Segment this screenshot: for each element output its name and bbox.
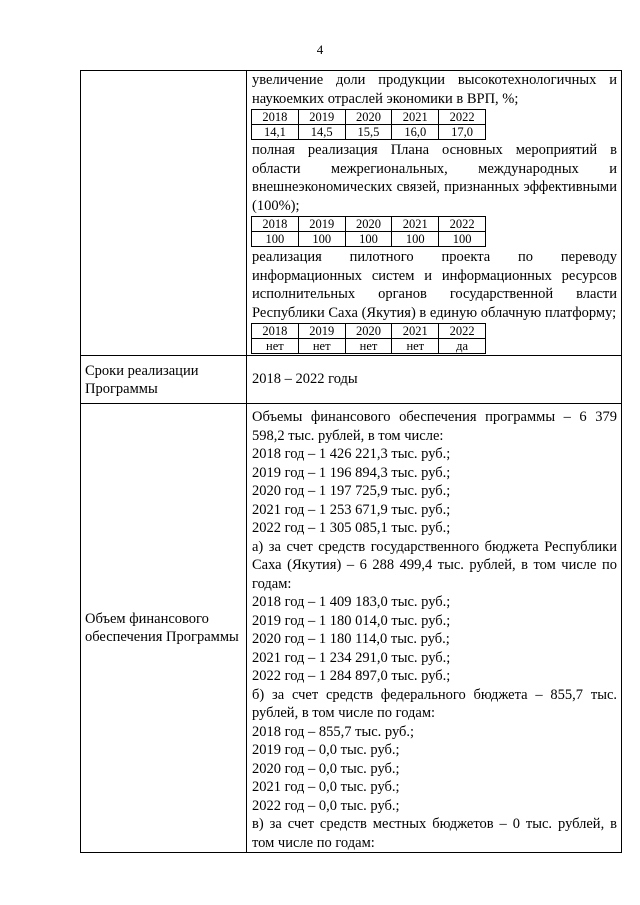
funding-line: 2021 год – 1 234 291,0 тыс. руб.; (252, 649, 451, 666)
timeline-value: 2018 – 2022 годы (252, 371, 358, 388)
funding-label-cell (81, 404, 247, 853)
funding-line: 2018 год – 1 426 221,3 тыс. руб.; (252, 446, 451, 462)
indicators-label-cell (81, 71, 247, 356)
funding-line: Объемы финансового обеспечения программы – 6 379 598,2 тыс. рублей, в том числе: (252, 409, 617, 444)
year-cell: 2020 (345, 110, 392, 125)
funding-line: в) за счет средств местных бюджетов – 0 тыс. рублей, в том числе по годам: (252, 816, 617, 851)
value-cell: 100 (392, 232, 439, 247)
value-cell: 15,5 (345, 125, 392, 140)
year-cell: 2020 (345, 324, 392, 339)
value-cell: нет (392, 339, 439, 354)
funding-line: 2021 год – 0,0 тыс. руб.; (252, 779, 400, 795)
value-cell: да (439, 339, 486, 354)
year-cell: 2019 (298, 217, 345, 232)
timeline-label-cell (81, 356, 247, 404)
timeline-label: Сроки реализации Программы (85, 362, 199, 397)
indicator-3-values (252, 339, 486, 354)
indicator-2-table (251, 216, 486, 247)
indicator-2-text: полная реализация Плана основных мероприятий в области межрегиональных, международных и внешнеэкономических связей, признанных эффективными (100%); (252, 142, 617, 214)
page-number: 4 (316, 42, 324, 57)
value-cell: 14,5 (298, 125, 345, 140)
value-cell: нет (345, 339, 392, 354)
funding-line: б) за счет средств федерального бюджета – 855,7 тыс. рублей, в том числе по годам: (252, 686, 617, 721)
funding-line: 2022 год – 1 305 085,1 тыс. руб.; (252, 520, 451, 536)
funding-line: 2018 год – 1 409 183,0 тыс. руб.; (252, 594, 451, 610)
value-cell: 100 (252, 232, 299, 247)
year-cell: 2018 (252, 324, 299, 339)
funding-line: 2022 год – 0,0 тыс. руб.; (252, 797, 400, 814)
value-cell: 100 (439, 232, 486, 247)
funding-line: 2020 год – 0,0 тыс. руб.; (252, 760, 400, 777)
funding-line: а) за счет средств государственного бюджета Республики Саха (Якутия) – 6 288 499,4 тыс. рублей, в том числе по годам: (252, 538, 617, 592)
funding-line: 2020 год – 1 180 114,0 тыс. руб.; (252, 631, 450, 647)
value-cell: 100 (298, 232, 345, 247)
value-cell: нет (298, 339, 345, 354)
funding-label: Объем финансового обеспечения Программы (85, 611, 239, 645)
year-cell: 2022 (439, 217, 486, 232)
year-cell: 2018 (252, 110, 299, 125)
indicator-3-years (252, 324, 486, 339)
year-cell: 2021 (392, 324, 439, 339)
value-cell: 14,1 (252, 125, 299, 140)
funding-line: 2019 год – 0,0 тыс. руб.; (252, 742, 400, 758)
indicator-2-values (252, 232, 486, 247)
funding-line: 2019 год – 1 180 014,0 тыс. руб.; (252, 612, 451, 629)
funding-line: 2022 год – 1 284 897,0 тыс. руб.; (252, 668, 451, 684)
year-cell: 2019 (298, 324, 345, 339)
funding-line: 2020 год – 1 197 725,9 тыс. руб.; (252, 483, 451, 499)
year-cell: 2022 (439, 110, 486, 125)
indicator-1-text: увеличение доли продукции высокотехнологичных и наукоемких отраслей экономики в ВРП, %; (252, 72, 617, 107)
year-cell: 2018 (252, 217, 299, 232)
value-cell: 16,0 (392, 125, 439, 140)
value-cell: нет (252, 339, 299, 354)
value-cell: 100 (345, 232, 392, 247)
funding-row (81, 404, 622, 853)
funding-line: 2018 год – 855,7 тыс. руб.; (252, 723, 415, 740)
indicators-row (81, 71, 622, 356)
indicator-1-years (252, 110, 486, 125)
timeline-row (81, 356, 622, 404)
year-cell: 2020 (345, 217, 392, 232)
indicator-3-text: реализация пилотного проекта по переводу информационных систем и информационных ресурсов исполнительных органов государственной власти Республики Саха (Якутия) в единую облачную платформу; (252, 249, 617, 321)
indicator-1-table (251, 109, 486, 140)
funding-cell (247, 404, 622, 853)
funding-line: 2021 год – 1 253 671,9 тыс. руб.; (252, 501, 451, 518)
timeline-value-cell (247, 356, 622, 404)
funding-line: 2019 год – 1 196 894,3 тыс. руб.; (252, 464, 451, 481)
year-cell: 2021 (392, 110, 439, 125)
year-cell: 2021 (392, 217, 439, 232)
value-cell: 17,0 (439, 125, 486, 140)
indicator-2-years (252, 217, 486, 232)
indicator-1-values (252, 125, 486, 140)
funding-text (247, 404, 621, 852)
indicators-cell (247, 71, 622, 356)
indicator-3-table (251, 323, 486, 354)
program-passport-table (80, 70, 622, 853)
year-cell: 2019 (298, 110, 345, 125)
year-cell: 2022 (439, 324, 486, 339)
